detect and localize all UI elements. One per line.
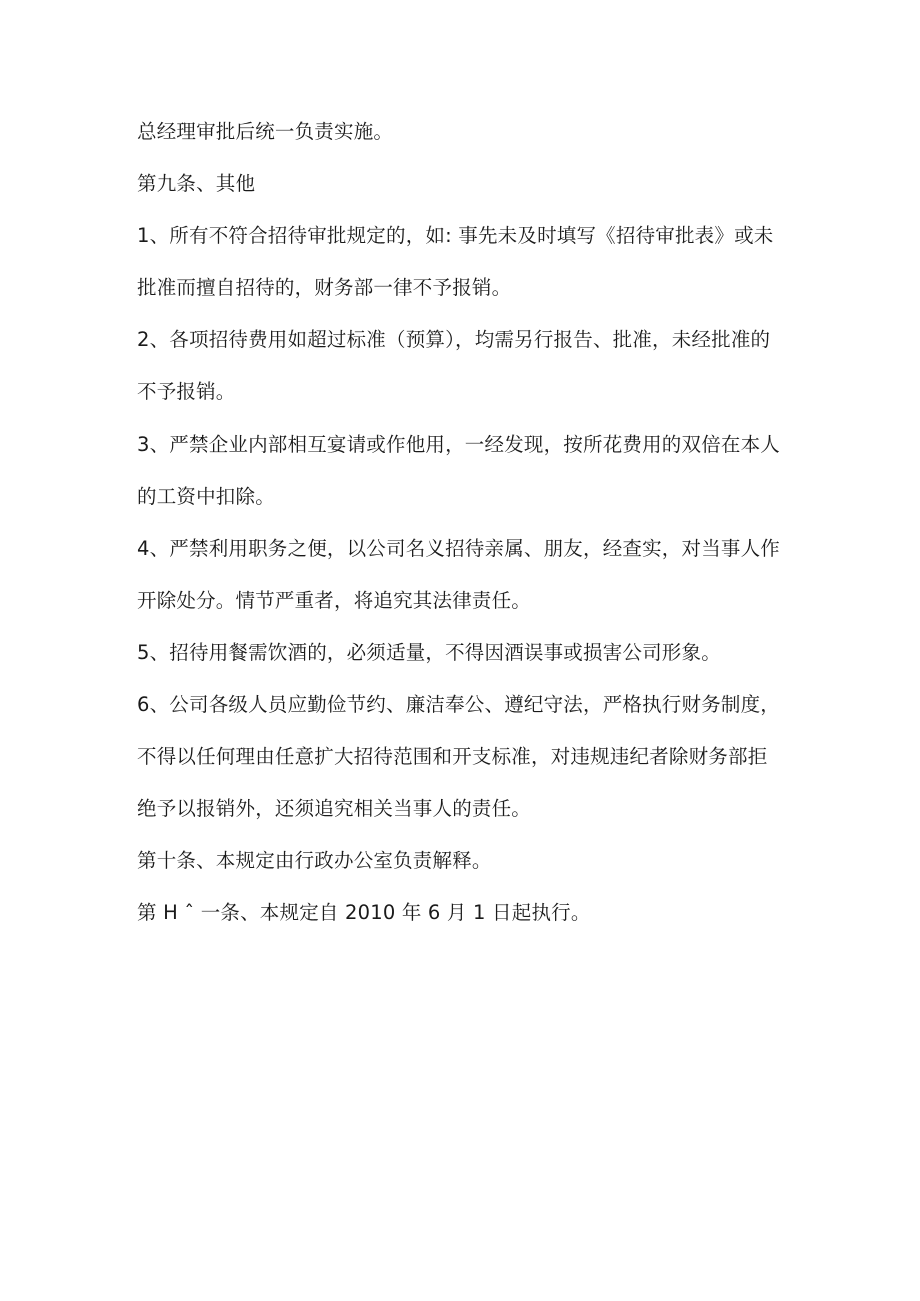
text-line: 批准而擅自招待的，财务部一律不予报销。	[137, 276, 512, 300]
text-line: 3、严禁企业内部相互宴请或作他用，一经发现，按所花费用的双倍在本人	[137, 432, 781, 456]
section-heading-article-9: 第九条、其他	[137, 172, 256, 196]
text-line: 不得以任何理由任意扩大招待范围和开支标准，对违规违纪者除财务部拒	[137, 745, 768, 769]
text-line: 开除处分。情节严重者，将追究其法律责任。	[137, 588, 532, 612]
document-body	[137, 114, 797, 948]
text-line: 5、招待用餐需饮酒的，必须适量，不得因酒误事或损害公司形象。	[137, 640, 721, 664]
text-line: 1、所有不符合招待审批规定的，如: 事先未及时填写《招待审批表》或未	[137, 224, 774, 248]
text-line: 绝予以报销外，还须追究相关当事人的责任。	[137, 797, 532, 821]
text-line: 2、各项招待费用如超过标准（预算），均需另行报告、批准，未经批准的	[137, 328, 771, 352]
text-line: 不予报销。	[137, 380, 236, 404]
text-line: 总经理审批后统一负责实施。	[137, 120, 394, 143]
article-11-line: 第 H ˆ 一条、本规定自 2010 年 6 月 1 日起执行。	[137, 901, 591, 925]
article-10-line: 第十条、本规定由行政办公室负责解释。	[137, 849, 492, 873]
text-line: 6、公司各级人员应勤俭节约、廉洁奉公、遵纪守法，严格执行财务制度，	[137, 693, 781, 717]
text-line: 4、严禁利用职务之便，以公司名义招待亲属、朋友，经查实，对当事人作	[137, 536, 781, 560]
text-line: 的工资中扣除。	[137, 484, 275, 508]
